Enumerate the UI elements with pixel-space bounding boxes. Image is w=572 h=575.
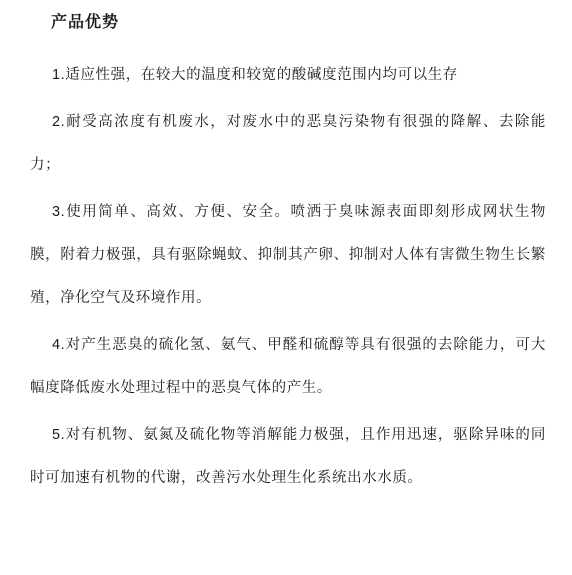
item-number: 4.	[52, 337, 66, 353]
advantage-item-3	[30, 191, 546, 320]
advantage-item-4	[30, 324, 546, 410]
advantage-item-5	[30, 414, 546, 500]
section-title: 产品优势	[51, 12, 120, 31]
item-text: 对产生恶臭的硫化氢、氨气、甲醛和硫醇等具有很强的去除能力，可大幅度降低废水处理过程中的恶臭气体的产生。	[30, 337, 546, 396]
item-text: 适应性强，在较大的温度和较宽的酸碱度范围内均可以生存	[65, 67, 458, 83]
advantage-item-2	[30, 101, 546, 187]
item-text: 使用简单、高效、方便、安全。喷洒于臭味源表面即刻形成网状生物膜，附着力极强，具有驱除蝇蚊、抑制其产卵、抑制对人体有害微生物生长繁殖，净化空气及环境作用。	[30, 204, 546, 306]
item-number: 3.	[52, 204, 66, 220]
item-text: 耐受高浓度有机废水，对废水中的恶臭污染物有很强的降解、去除能力；	[30, 114, 546, 173]
advantage-item-1	[30, 54, 546, 97]
item-number: 2.	[52, 114, 66, 130]
item-number: 1.	[52, 67, 66, 83]
item-text: 对有机物、氨氮及硫化物等消解能力极强，且作用迅速，驱除异味的同时可加速有机物的代谢，改善污水处理生化系统出水水质。	[30, 427, 546, 486]
advantages-list	[30, 54, 546, 504]
item-number: 5.	[52, 427, 66, 443]
